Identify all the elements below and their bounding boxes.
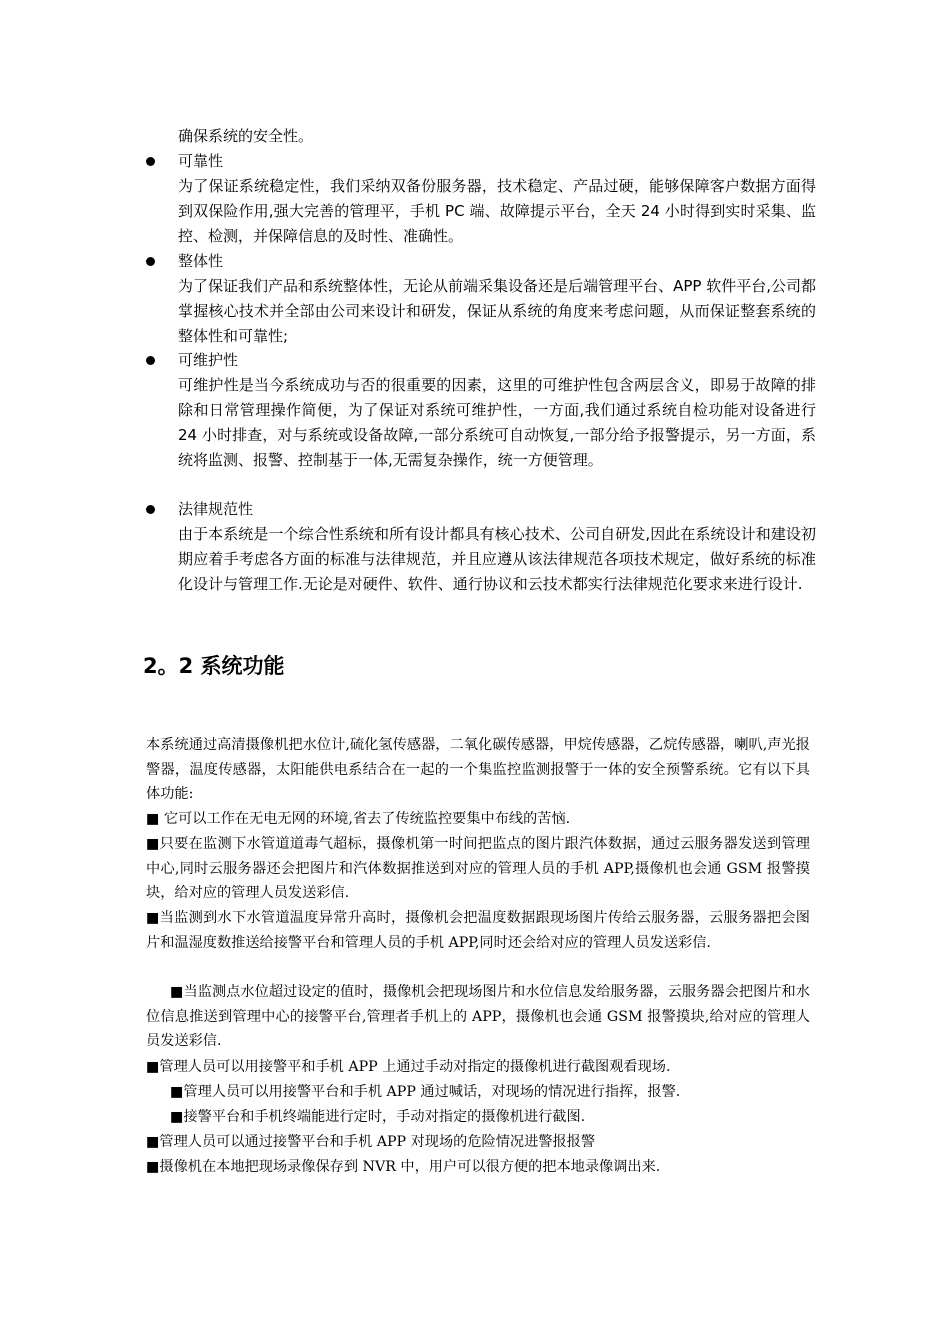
section-heading: 2。2 系统功能 <box>143 654 285 678</box>
bullet-reliability <box>146 149 816 249</box>
bullet-body: 为了保证系统稳定性，我们采纳双备份服务器，技术稳定、产品过硬，能够保障客户数据方面得到双保险作用,强大完善的管理平，手机 PC 端、故障提示平台，全天 24 小时得到实时采集、监控、检测，并保障信息的及时性、准确性。 <box>178 177 816 245</box>
bullet-legal-compliance <box>146 497 816 597</box>
bullet-body: 可维护性是当今系统成功与否的很重要的因素，这里的可维护性包含两层含义，即易于故障的排除和日常管理操作简便，为了保证对系统可维护性，一方面,我们通过系统自检功能对设备进行 24 小时排查，对与系统或设备故障,一部分系统可自动恢复,一部分给予报警提示，另一方面，系统将监测、报警、控制基于一体,无需复杂操作，统一方便管理。 <box>178 376 816 469</box>
bullet-dot-icon <box>146 356 155 365</box>
bullet-integrity <box>146 249 816 349</box>
bullet-dot-icon <box>146 257 155 266</box>
bullet-body: 由于本系统是一个综合性系统和所有设计都具有核心技术、公司自研发,因此在系统设计和建设初期应着手考虑各方面的标准与法律规范，并且应遵从该法律规范各项技术规定，做好系统的标准化设计与管理工作.无论是对硬件、软件、通行协议和云技术都实行法律规范化要求来进行设计. <box>178 525 816 593</box>
function-item: ■管理人员可以用接警平台和手机 APP 通过喊话，对现场的情况进行指挥，报警. <box>170 1084 681 1100</box>
bullet-title: 法律规范性 <box>178 500 254 518</box>
bullet-dot-icon <box>146 157 155 166</box>
bullet-body: 为了保证我们产品和系统整体性，无论从前端采集设备还是后端管理平台、APP 软件平台,公司都掌握核心技术并全部由公司来设计和研发，保证从系统的角度来考虑问题，从而保证整套系统的整体性和可靠性; <box>178 277 816 345</box>
continuation-line: 确保系统的安全性。 <box>178 127 314 145</box>
bullet-title: 可靠性 <box>178 152 224 170</box>
bullet-maintainability <box>146 348 816 473</box>
function-item: ■管理人员可以通过接警平台和手机 APP 对现场的危险情况进警报报警 <box>146 1134 596 1150</box>
bullet-title: 整体性 <box>178 252 224 270</box>
intro-paragraph: 本系统通过高清摄像机把水位计,硫化氢传感器，二氧化碳传感器，甲烷传感器，乙烷传感器，喇叭,声光报警器，温度传感器，太阳能供电系结合在一起的一个集监控监测报警于一体的安全预警系统。它有以下具体功能: <box>146 737 810 802</box>
bullet-title: 可维护性 <box>178 351 239 369</box>
function-item: ■接警平台和手机终端能进行定时，手动对指定的摄像机进行截图. <box>170 1109 586 1125</box>
function-item: ■当监测点水位超过设定的值时，摄像机会把现场图片和水位信息发给服务器，云服务器会把图片和水位信息推送到管理中心的接警平台,管理者手机上的 APP，摄像机也会通 GSM 报警摸块,给对应的管理人员发送彩信. <box>146 984 810 1049</box>
bullet-dot-icon <box>146 505 155 514</box>
function-item: ■管理人员可以用接警平和手机 APP 上通过手动对指定的摄像机进行截图观看现场. <box>146 1059 671 1075</box>
function-item: ■ 它可以工作在无电无网的环境,省去了传统监控要集中布线的苦恼. <box>146 811 571 827</box>
function-item: ■当监测到水下水管道温度异常升高时，摄像机会把温度数据跟现场图片传给云服务器，云服务器把会图片和温湿度数推送给接警平台和管理人员的手机 APP,同时还会给对应的管理人员发送彩信. <box>146 910 810 951</box>
function-item: ■只要在监测下水管道道毒气超标，摄像机第一时间把监点的图片跟汽体数据，通过云服务器发送到管理中心,同时云服务器还会把图片和汽体数据推送到对应的管理人员的手机 APP,摄像机也会通 GSM 报警摸块，给对应的管理人员发送彩信. <box>146 836 810 901</box>
function-item: ■摄像机在本地把现场录像保存到 NVR 中，用户可以很方便的把本地录像调出来. <box>146 1159 661 1175</box>
